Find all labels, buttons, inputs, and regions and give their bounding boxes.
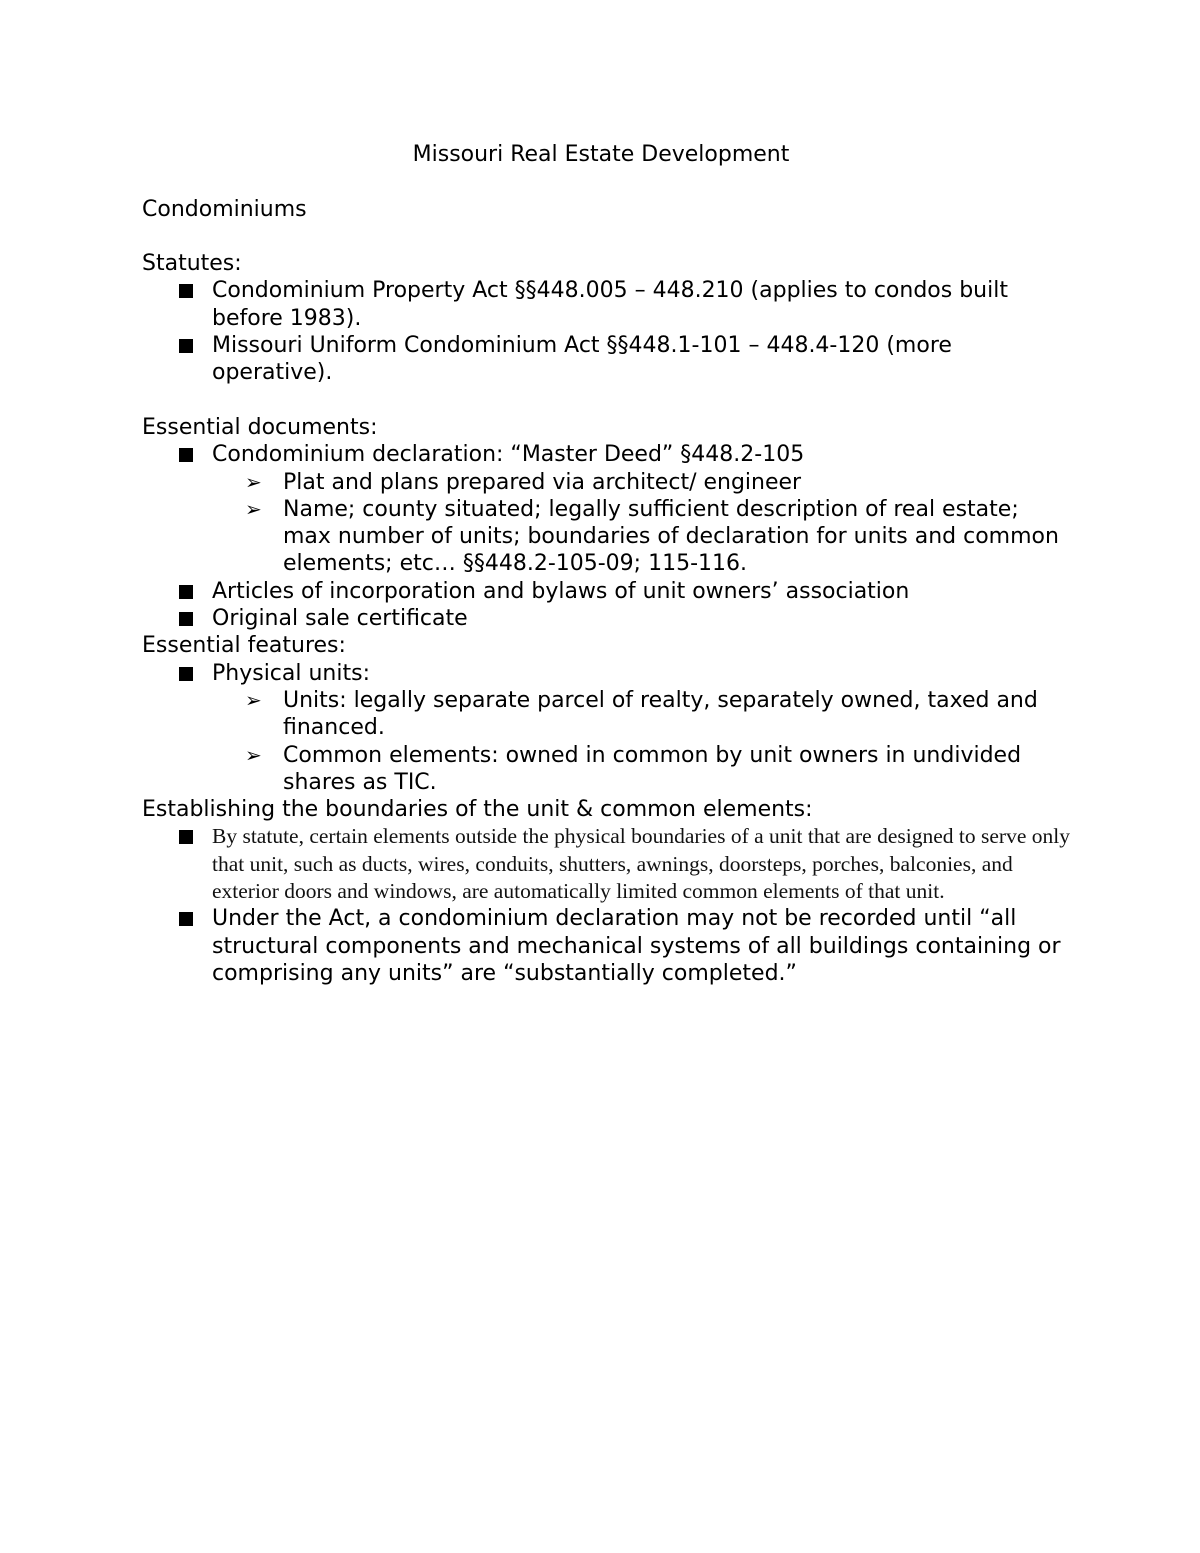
sub-list-item: ➢ Common elements: owned in common by unit owners in undivided shares as TIC.	[245, 742, 1022, 795]
essential-documents-label: Essential documents:	[142, 414, 378, 440]
statutes-label: Statutes:	[142, 251, 242, 277]
filled-square-icon	[179, 912, 193, 926]
boundaries-label: Establishing the boundaries of the unit & common elements:	[142, 797, 813, 823]
sub-list-item: ➢ Plat and plans prepared via architect/ engineer	[245, 469, 802, 495]
sub-list-item: ➢ Name; county situated; legally sufficient description of real estate; max number of units; boundaries of declaration for units and common elements; etc… §§448.2-105-09; 115-116.	[245, 496, 1059, 577]
list-item: Condominium declaration: “Master Deed” §448.2-105 ➢ Plat and plans prepared via architect/ engineer ➢ Name; county situated; legally sufficient description of real estate; max number of units; boundaries of declaration for units and common elements; etc… §§448.2-105-09; 115-116.	[142, 441, 1072, 577]
statutes-list	[142, 277, 1072, 386]
essential-documents-list	[142, 441, 1072, 632]
arrow-bullet-icon: ➢	[245, 687, 262, 712]
boundaries-list	[142, 823, 1072, 987]
filled-square-icon	[179, 612, 193, 626]
page-title: Missouri Real Estate Development	[412, 142, 790, 167]
filled-square-icon	[179, 284, 193, 298]
essential-features-label: Essential features:	[142, 633, 346, 659]
filled-square-icon	[179, 585, 193, 599]
sub-list-item: ➢ Units: legally separate parcel of realty, separately owned, taxed and financed.	[245, 687, 1038, 741]
filled-square-icon	[179, 830, 193, 844]
filled-square-icon	[179, 339, 193, 353]
arrow-bullet-icon: ➢	[245, 496, 262, 521]
list-item: Physical units: ➢ Units: legally separate parcel of realty, separately owned, taxed and financed. ➢ Common elements: owned in common by unit owners in undivided shares as TIC.	[142, 660, 1072, 796]
list-item: Missouri Uniform Condominium Act §§448.1-101 – 448.4-120 (more operative).	[142, 332, 1072, 387]
sub-list	[142, 469, 1072, 578]
sub-list	[142, 687, 1072, 796]
section-heading: Condominiums	[142, 196, 307, 222]
list-item: Original sale certificate	[142, 605, 1072, 632]
arrow-bullet-icon: ➢	[245, 469, 262, 494]
essential-features-list	[142, 660, 1072, 796]
filled-square-icon	[179, 667, 193, 681]
arrow-bullet-icon: ➢	[245, 742, 262, 767]
list-item: Condominium Property Act §§448.005 – 448.210 (applies to condos built before 1983).	[142, 277, 1072, 332]
list-item: Articles of incorporation and bylaws of unit owners’ association	[142, 578, 1072, 605]
filled-square-icon	[179, 448, 193, 462]
list-item: Under the Act, a condominium declaration may not be recorded until “all structural components and mechanical systems of all buildings containing or comprising any units” are “substantially completed.”	[142, 905, 1072, 987]
document-body	[142, 141, 1072, 987]
list-item: By statute, certain elements outside the physical boundaries of a unit that are designed to serve only that unit, such as ducts, wires, conduits, shutters, awnings, doorsteps, porches, balconies, and exterior doors and windows, are automatically limited common elements of that unit.	[142, 823, 1072, 905]
